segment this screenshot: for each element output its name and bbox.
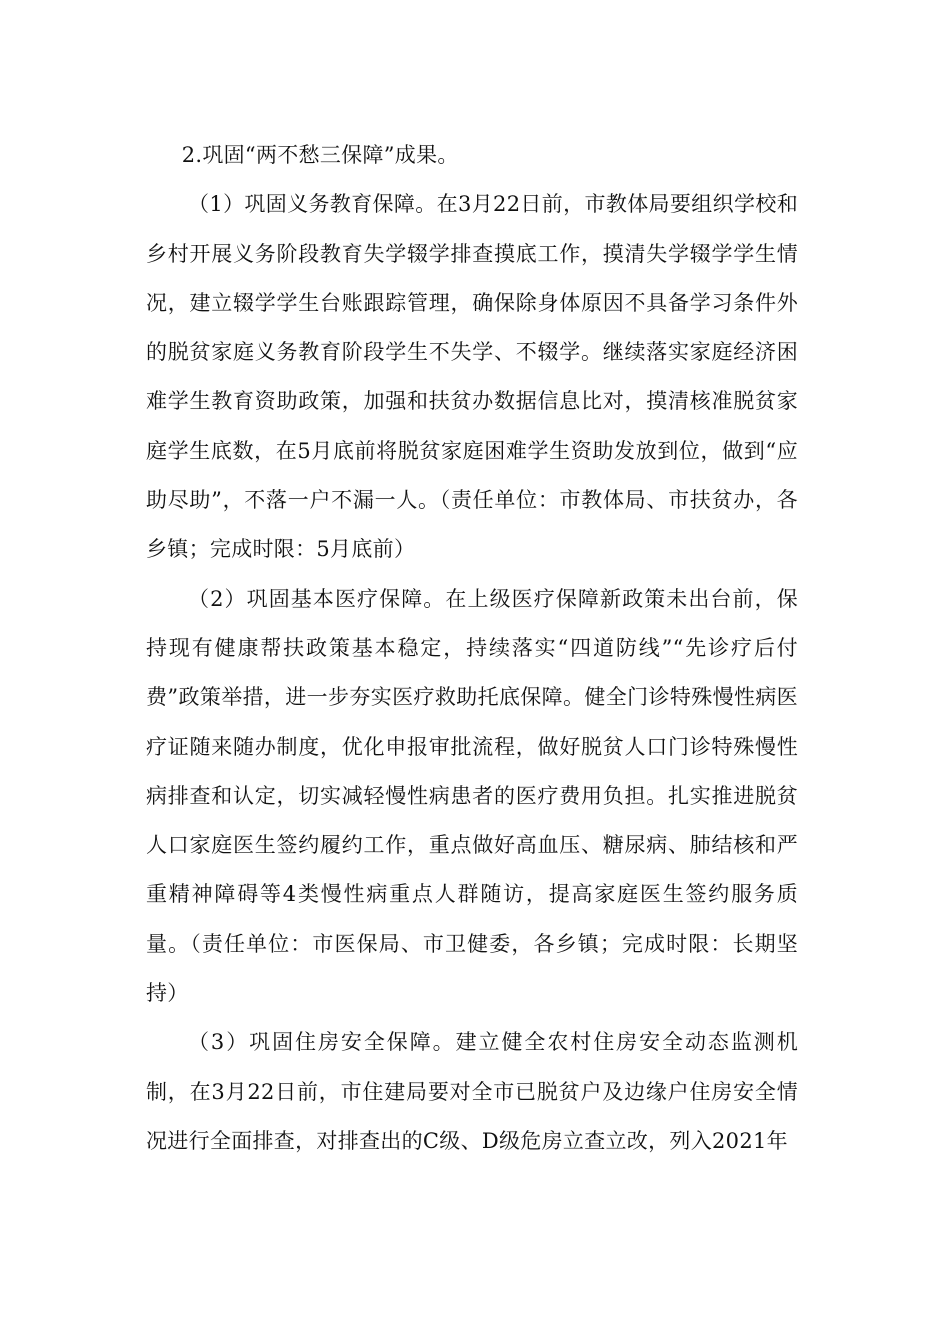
paragraph-medical: （2）巩固基本医疗保障。在上级医疗保障新政策未出台前，保持现有健康帮扶政策基本稳定，持续落实“四道防线”“先诊疗后付费”政策举措，进一步夯实医疗救助托底保障。健全门诊特殊慢性病医疗证随来随办制度，优化申报审批流程，做好脱贫人口门诊特殊慢性病排查和认定，切实减轻慢性病患者的医疗费用负担。扎实推进脱贫人口家庭医生签约履约工作，重点做好高血压、糖尿病、肺结核和严重精神障碍等4类慢性病重点人群随访，提高家庭医生签约服务质量。（责任单位：市医保局、市卫健委，各乡镇；完成时限：长期坚持）	[146, 586, 798, 1006]
document-body	[146, 131, 798, 1166]
section-heading: 2.巩固“两不愁三保障”成果。	[181, 143, 459, 167]
paragraph-education: （1）巩固义务教育保障。在3月22日前，市教体局要组织学校和乡村开展义务阶段教育失学辍学排查摸底工作，摸清失学辍学学生情况，建立辍学学生台账跟踪管理，确保除身体原因不具备学习条件外的脱贫家庭义务教育阶段学生不失学、不辍学。继续落实家庭经济困难学生教育资助政策，加强和扶贫办数据信息比对，摸清核准脱贫家庭学生底数，在5月底前将脱贫家庭困难学生资助发放到位，做到“应助尽助”，不落一户不漏一人。（责任单位：市教体局、市扶贫办，各乡镇；完成时限：5月底前）	[146, 192, 798, 562]
paragraph-housing: （3）巩固住房安全保障。建立健全农村住房安全动态监测机制，在3月22日前，市住建局要对全市已脱贫户及边缘户住房安全情况进行全面排查，对排查出的C级、D级危房立查立改，列入2021年	[146, 1030, 798, 1153]
